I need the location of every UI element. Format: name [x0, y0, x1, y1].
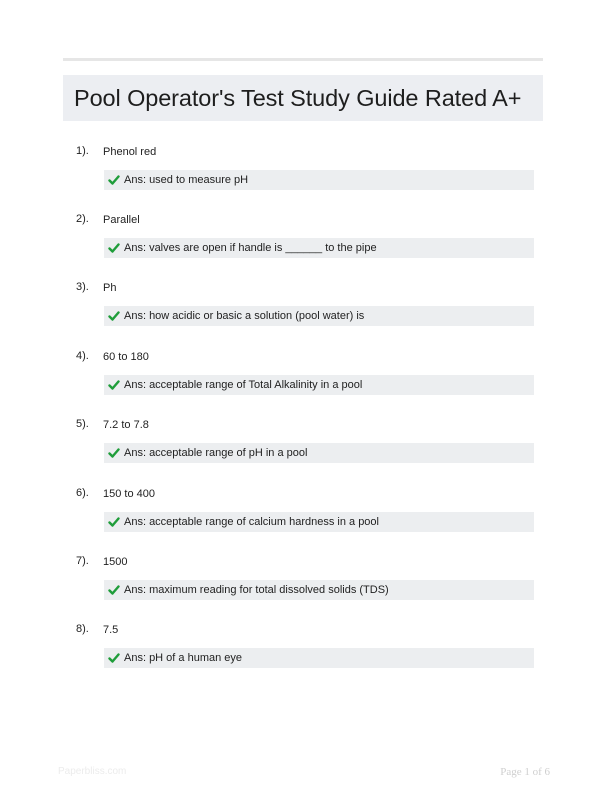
question-term: 1500 — [103, 556, 128, 568]
question-term: Parallel — [103, 214, 140, 226]
top-divider — [63, 58, 543, 61]
list-item — [0, 281, 606, 341]
check-icon — [108, 652, 120, 664]
question-number: 8). — [76, 623, 89, 635]
list-item — [0, 623, 606, 683]
answer-box — [104, 580, 534, 600]
answer-box — [104, 512, 534, 532]
answer-box — [104, 375, 534, 395]
check-icon — [108, 447, 120, 459]
question-term: 7.5 — [103, 624, 119, 636]
footer-watermark: Paperbliss.com — [58, 766, 127, 777]
check-icon — [108, 242, 120, 254]
answer-box — [104, 238, 534, 258]
list-item — [0, 350, 606, 410]
answer-text: Ans: maximum reading for total dissolved solids (TDS) — [124, 584, 389, 596]
answer-text: Ans: valves are open if handle is ______ to the pipe — [124, 242, 377, 254]
answer-text: Ans: pH of a human eye — [124, 652, 243, 664]
page-title: Pool Operator's Test Study Guide Rated A+ — [74, 84, 522, 111]
check-icon — [108, 174, 120, 186]
question-number: 4). — [76, 350, 89, 362]
answer-box — [104, 443, 534, 463]
question-term: Phenol red — [103, 146, 157, 158]
answer-box — [104, 170, 534, 190]
question-number: 7). — [76, 555, 89, 567]
question-term: 150 to 400 — [103, 488, 155, 500]
question-term: 7.2 to 7.8 — [103, 419, 149, 431]
list-item — [0, 487, 606, 547]
answer-box — [104, 648, 534, 668]
answer-text: Ans: acceptable range of pH in a pool — [124, 447, 308, 459]
check-icon — [108, 516, 120, 528]
question-number: 5). — [76, 418, 89, 430]
question-number: 3). — [76, 281, 89, 293]
check-icon — [108, 584, 120, 596]
check-icon — [108, 379, 120, 391]
question-term: Ph — [103, 282, 117, 294]
answer-box — [104, 306, 534, 326]
page-number: Page 1 of 6 — [500, 766, 550, 778]
answer-text: Ans: used to measure pH — [124, 174, 249, 186]
question-number: 1). — [76, 145, 89, 157]
question-term: 60 to 180 — [103, 351, 149, 363]
answer-text: Ans: how acidic or basic a solution (pool water) is — [124, 310, 365, 322]
question-number: 6). — [76, 487, 89, 499]
check-icon — [108, 310, 120, 322]
answer-text: Ans: acceptable range of calcium hardness in a pool — [124, 516, 379, 528]
list-item — [0, 418, 606, 478]
list-item — [0, 555, 606, 615]
answer-text: Ans: acceptable range of Total Alkalinity in a pool — [124, 379, 363, 391]
title-banner — [63, 75, 543, 121]
list-item — [0, 145, 606, 205]
question-number: 2). — [76, 213, 89, 225]
list-item — [0, 213, 606, 273]
